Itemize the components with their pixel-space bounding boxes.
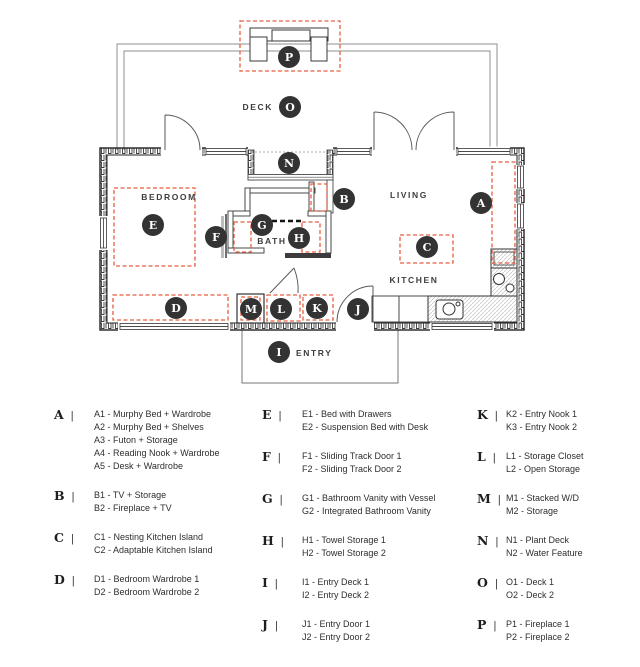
legend-item: B1 - TV + Storage xyxy=(94,490,167,500)
legend-item: C1 - Nesting Kitchen Island xyxy=(94,532,204,542)
legend-item: H2 - Towel Storage 2 xyxy=(302,548,386,558)
marker-o xyxy=(279,96,301,118)
svg-text:J: J xyxy=(355,302,361,316)
legend-item: A3 - Futon + Storage xyxy=(94,435,178,445)
marker-f xyxy=(205,226,227,248)
legend-item: L2 - Open Storage xyxy=(506,464,581,474)
marker-i xyxy=(268,341,290,363)
legend-item: I1 - Entry Deck 1 xyxy=(302,577,370,587)
svg-text:F: F xyxy=(212,230,220,244)
marker-n xyxy=(278,152,300,174)
marker-j xyxy=(347,298,369,320)
legend-group-n xyxy=(477,534,632,560)
legend-group-m xyxy=(477,492,632,518)
option-zone-a xyxy=(492,162,515,263)
legend-items xyxy=(302,534,472,560)
legend-item: A4 - Reading Nook + Wardrobe xyxy=(94,448,220,458)
svg-text:A: A xyxy=(476,196,486,210)
legend-item: G2 - Integrated Bathroom Vanity xyxy=(302,506,431,516)
marker-d xyxy=(165,297,187,319)
legend-group-h xyxy=(262,534,472,560)
legend-column-3 xyxy=(477,408,632,660)
room-label-living: LIVING xyxy=(390,190,428,200)
legend-items xyxy=(506,492,632,518)
legend-item: E2 - Suspension Bed with Desk xyxy=(302,422,429,432)
legend-item: D1 - Bedroom Wardrobe 1 xyxy=(94,574,200,584)
legend-group-i xyxy=(262,576,472,602)
legend-item: J2 - Entry Door 2 xyxy=(302,632,371,642)
room-label-bedroom: BEDROOM xyxy=(141,192,197,202)
svg-text:M: M xyxy=(244,302,258,316)
marker-b xyxy=(333,188,355,210)
svg-text:H: H xyxy=(293,231,305,245)
legend-item: L1 - Storage Closet xyxy=(506,451,584,461)
legend-item: G1 - Bathroom Vanity with Vessel xyxy=(302,493,436,503)
legend-item: A2 - Murphy Bed + Shelves xyxy=(94,422,204,432)
legend-letter: O | xyxy=(477,576,506,591)
legend-items xyxy=(94,408,259,473)
legend-item: D2 - Bedroom Wardrobe 2 xyxy=(94,587,200,597)
marker-m xyxy=(240,298,262,320)
svg-text:O: O xyxy=(285,100,295,114)
legend-letter: A | xyxy=(54,408,94,423)
room-label-bath: BATH xyxy=(257,236,287,246)
legend-group-a xyxy=(54,408,259,473)
legend-letter: C | xyxy=(54,531,94,546)
legend-items xyxy=(302,408,472,434)
legend-item: O2 - Deck 2 xyxy=(506,590,555,600)
legend-item: K3 - Entry Nook 2 xyxy=(506,422,578,432)
legend-item: N2 - Water Feature xyxy=(506,548,583,558)
legend-item: F1 - Sliding Track Door 1 xyxy=(302,451,402,461)
legend-letter: F | xyxy=(262,450,302,465)
legend-group-p xyxy=(477,618,632,644)
legend-letter: B | xyxy=(54,489,94,504)
svg-text:C: C xyxy=(422,240,432,254)
marker-k xyxy=(306,297,328,319)
legend-letter: H | xyxy=(262,534,302,549)
legend-items xyxy=(506,408,632,434)
legend-item: M2 - Storage xyxy=(506,506,559,516)
legend-item: C2 - Adaptable Kitchen Island xyxy=(94,545,213,555)
legend-items xyxy=(506,618,632,644)
bathroom-walls xyxy=(228,182,331,258)
marker-e xyxy=(142,214,164,236)
legend-letter: D | xyxy=(54,573,94,588)
legend-item: H1 - Towel Storage 1 xyxy=(302,535,386,545)
legend-letter: J | xyxy=(262,618,302,633)
legend-group-l xyxy=(477,450,632,476)
legend-items xyxy=(94,531,259,557)
deck-railing xyxy=(117,44,497,150)
legend-items xyxy=(506,534,632,560)
legend-items xyxy=(94,573,259,599)
legend-item: F2 - Sliding Track Door 2 xyxy=(302,464,402,474)
legend-letter: P | xyxy=(477,618,506,633)
legend-group-o xyxy=(477,576,632,602)
legend-letter: K | xyxy=(477,408,506,423)
svg-text:K: K xyxy=(312,301,322,315)
legend-letter: N | xyxy=(477,534,506,549)
legend-letter: E | xyxy=(262,408,302,423)
legend-items xyxy=(302,450,472,476)
svg-text:D: D xyxy=(171,301,181,315)
legend-items xyxy=(302,618,472,644)
svg-text:L: L xyxy=(277,302,285,316)
legend-group-j xyxy=(262,618,472,644)
legend-item: A1 - Murphy Bed + Wardrobe xyxy=(94,409,211,419)
legend-column-1 xyxy=(54,408,259,615)
marker-c xyxy=(416,236,438,258)
kitchen-fixtures xyxy=(372,249,517,322)
legend-item: P1 - Fireplace 1 xyxy=(506,619,570,629)
legend-group-e xyxy=(262,408,472,434)
legend-item: M1 - Stacked W/D xyxy=(506,493,580,503)
legend-items xyxy=(302,492,472,518)
legend-item: I2 - Entry Deck 2 xyxy=(302,590,370,600)
legend-group-k xyxy=(477,408,632,434)
svg-text:B: B xyxy=(339,192,349,206)
legend-group-b xyxy=(54,489,259,515)
legend-column-2 xyxy=(262,408,472,660)
marker-a xyxy=(470,192,492,214)
legend-item: J1 - Entry Door 1 xyxy=(302,619,371,629)
svg-text:G: G xyxy=(257,218,267,232)
legend-items xyxy=(506,450,632,476)
legend-item: O1 - Deck 1 xyxy=(506,577,555,587)
svg-text:P: P xyxy=(284,50,294,64)
marker-p xyxy=(278,46,300,68)
door-swings xyxy=(165,112,454,322)
legend-group-f xyxy=(262,450,472,476)
legend-group-c xyxy=(54,531,259,557)
legend-item: K2 - Entry Nook 1 xyxy=(506,409,578,419)
legend-item: E1 - Bed with Drawers xyxy=(302,409,392,419)
svg-text:N: N xyxy=(283,156,295,170)
legend-item: P2 - Fireplace 2 xyxy=(506,632,570,642)
marker-g xyxy=(251,214,273,236)
legend-letter: L | xyxy=(477,450,506,465)
svg-text:I: I xyxy=(276,345,282,359)
room-label-entry: ENTRY xyxy=(296,348,333,358)
legend-item: A5 - Desk + Wardrobe xyxy=(94,461,183,471)
legend-item: N1 - Plant Deck xyxy=(506,535,570,545)
room-label-kitchen: KITCHEN xyxy=(389,275,439,285)
legend-items xyxy=(506,576,632,602)
marker-h xyxy=(288,227,310,249)
legend-letter: I | xyxy=(262,576,302,591)
legend-group-d xyxy=(54,573,259,599)
legend-letter: M | xyxy=(477,492,506,507)
legend-letter: G | xyxy=(262,492,302,507)
marker-l xyxy=(270,298,292,320)
legend-items xyxy=(302,576,472,602)
room-label-deck: DECK xyxy=(242,102,273,112)
legend-items xyxy=(94,489,259,515)
legend-group-g xyxy=(262,492,472,518)
svg-text:E: E xyxy=(148,218,158,232)
legend-item: B2 - Fireplace + TV xyxy=(94,503,172,513)
